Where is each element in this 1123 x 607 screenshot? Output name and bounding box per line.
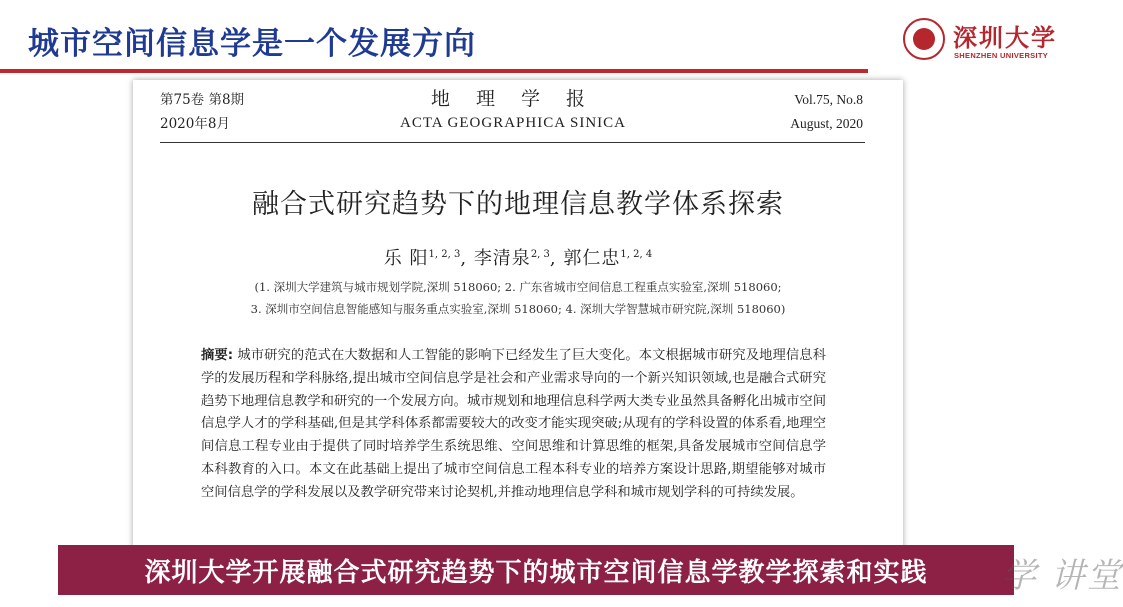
university-seal-icon xyxy=(903,18,945,60)
header-rule xyxy=(160,142,865,143)
author-affiliation-marks: 1, 2, 3 xyxy=(428,249,461,260)
logo-name-cn: 深圳大学 xyxy=(953,23,1057,52)
paper-header-left xyxy=(160,88,244,136)
abstract-text: 城市研究的范式在大数据和人工智能的影响下已经发生了巨大变化。本文根据城市研究及地理信息科学的发展历程和学科脉络,提出城市空间信息学是社会和产业需求导向的一个新兴知识领域,也是融合式研究趋势下地理信息教学和研究的一个发展方向。城市规划和地理信息科学两大类专业虽然具备孵化出城市空间信息学人才的学科基础,但是其学科体系都需要较大的改变才能实现突破;从现有的学科设置的体系看,地理空间信息工程专业由于提供了同时培养学生系统思维、空间思维和计算思维的框架,具备发展城市空间信息学本科教育的入口。本文在此基础上提出了城市空间信息工程本科专业的培养方案设计思路,期望能够对城市空间信息学的学科发展以及教学研究带来讨论契机,并推动地理信息学科和城市规划学科的可持续发展。 xyxy=(201,348,826,500)
author-name: 李清泉 xyxy=(473,248,531,269)
author-affiliation-marks: 2, 3 xyxy=(530,249,550,260)
affiliation-line: 3. 深圳市空间信息智能感知与服务重点实验室,深圳 518060; 4. 深圳大学智慧城市研究院,深圳 518060) xyxy=(250,302,786,316)
journal-name xyxy=(333,86,693,134)
journal-name-cn: 地 理 学 报 xyxy=(430,88,596,110)
abstract-label: 摘要: xyxy=(201,348,234,363)
paper-title: 融合式研究趋势下的地理信息教学体系探索 xyxy=(252,189,784,220)
date-en: August, 2020 xyxy=(790,116,863,131)
volume-issue-cn: 第75卷 第8期 xyxy=(160,92,245,108)
affiliations xyxy=(193,276,843,320)
date-cn: 2020年8月 xyxy=(160,116,230,132)
slide-title: 城市空间信息学是一个发展方向 xyxy=(28,26,476,62)
paper-page xyxy=(133,80,903,552)
author-name: 郭仁忠 xyxy=(563,248,621,269)
title-underline xyxy=(0,69,868,73)
abstract xyxy=(201,345,826,505)
caption-text: 深圳大学开展融合式研究趋势下的城市空间信息学教学探索和实践 xyxy=(144,557,928,588)
paper-header-right xyxy=(790,88,863,136)
author-list: 乐 阳$^{1, 2, 3}$, 李清泉$^{2, 3}$, 郭仁忠$^{1, 2, 4}$ xyxy=(383,248,653,269)
volume-issue-en: Vol.75, No.8 xyxy=(794,92,863,107)
watermark: 学 讲堂 xyxy=(1002,556,1123,596)
author-name: 乐 阳 xyxy=(383,248,429,269)
journal-name-en: ACTA GEOGRAPHICA SINICA xyxy=(400,115,626,131)
caption-banner xyxy=(58,545,1014,595)
affiliation-line: (1. 深圳大学建筑与城市规划学院,深圳 518060; 2. 广东省城市空间信息工程重点实验室,深圳 518060; xyxy=(254,280,782,294)
university-logo xyxy=(903,14,1063,66)
author-affiliation-marks: 1, 2, 4 xyxy=(620,249,653,260)
logo-name-en: SHENZHEN UNIVERSITY xyxy=(954,51,1049,60)
